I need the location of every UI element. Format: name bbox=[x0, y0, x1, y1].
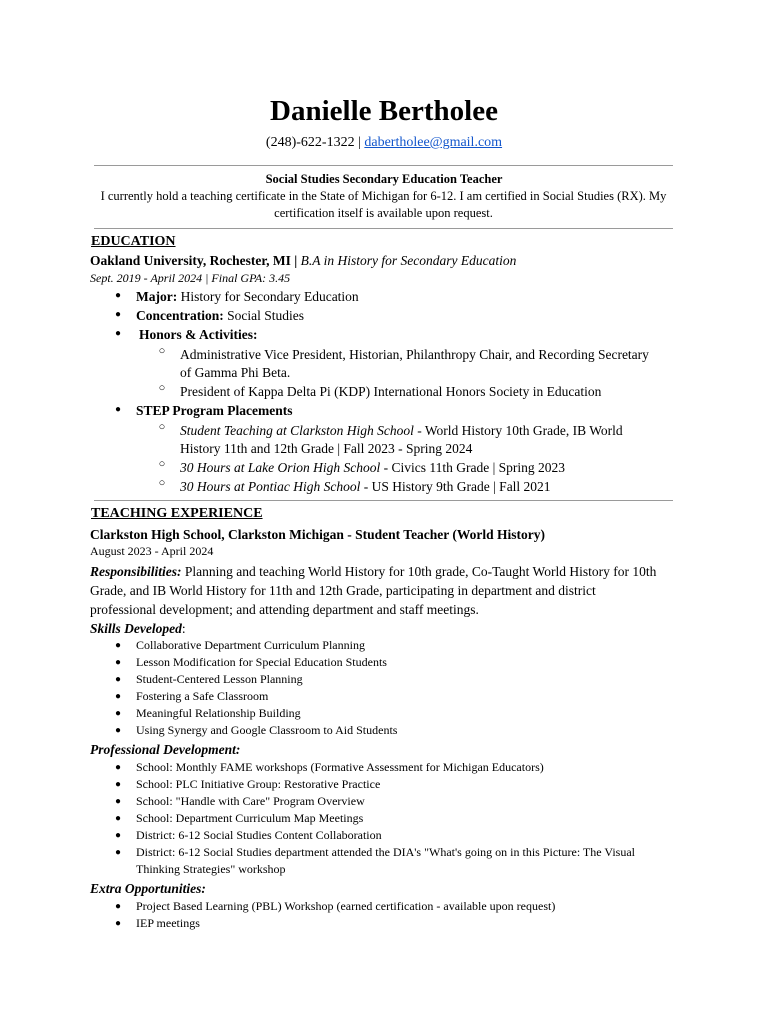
skill-item: Collaborative Department Curriculum Planning bbox=[136, 638, 365, 652]
skill-item: Meaningful Relationship Building bbox=[136, 706, 301, 720]
skill-item: Lesson Modification for Special Education Students bbox=[136, 655, 387, 669]
pd-item: District: 6-12 Social Studies Content Collaboration bbox=[136, 828, 382, 842]
major-item bbox=[136, 287, 359, 306]
bullet-icon: ● bbox=[114, 725, 122, 736]
bullet-icon: ● bbox=[114, 691, 122, 702]
concentration-value: Social Studies bbox=[223, 308, 304, 323]
pd-item: School: Department Curriculum Map Meetings bbox=[136, 811, 364, 825]
step-item bbox=[180, 477, 551, 496]
responsibilities-text: professional development; and attending department and staff meetings. bbox=[90, 602, 479, 617]
honors-item: Administrative Vice President, Historian, Philanthropy Chair, and Recording Secretary bbox=[180, 347, 649, 362]
skill-item: Fostering a Safe Classroom bbox=[136, 689, 269, 703]
education-heading: EDUCATION bbox=[91, 234, 176, 249]
responsibilities-line bbox=[90, 562, 680, 581]
job-title: Clarkston High School, Clarkston Michigan - Student Teacher (World History) bbox=[90, 527, 546, 542]
email-link[interactable]: dabertholee@gmail.com bbox=[364, 135, 503, 150]
concentration-item bbox=[136, 306, 304, 325]
circle-bullet-icon: ○ bbox=[158, 458, 166, 470]
bullet-icon: ● bbox=[114, 290, 122, 301]
phone-number: (248)-622-1322 | bbox=[265, 135, 365, 150]
concentration-label: Concentration: bbox=[136, 308, 224, 323]
extra-item: IEP meetings bbox=[136, 916, 200, 930]
step-place: 30 Hours at Pontiac High School bbox=[180, 479, 361, 494]
bullet-icon: ● bbox=[114, 674, 122, 685]
pd-item: School: Monthly FAME workshops (Formative Assessment for Michigan Educators) bbox=[136, 760, 544, 774]
bullet-icon: ● bbox=[114, 708, 122, 719]
bullet-icon: ● bbox=[114, 813, 122, 824]
step-item-cont: History 11th and 12th Grade | Fall 2023 - Spring 2024 bbox=[180, 441, 473, 456]
skills-heading bbox=[90, 619, 680, 638]
responsibilities-text: Planning and teaching World History for 10th grade, Co-Taught World History for 10th bbox=[181, 564, 657, 579]
pd-item-cont: Thinking Strategies" workshop bbox=[136, 862, 286, 876]
bullet-icon: ● bbox=[114, 918, 122, 929]
objective-title: Social Studies Secondary Education Teacher bbox=[265, 172, 503, 186]
bullet-icon: ● bbox=[114, 640, 122, 651]
bullet-icon: ● bbox=[114, 830, 122, 841]
divider bbox=[94, 228, 673, 229]
pd-item: District: 6-12 Social Studies department attended the DIA's "What's going on in this Picture: The Visual bbox=[136, 845, 635, 859]
responsibilities-text: Grade, and IB World History for 11th and 12th Grade, participating in department and district bbox=[90, 583, 596, 598]
education-dates: Sept. 2019 - April 2024 | Final GPA: 3.45 bbox=[90, 271, 291, 285]
skills-colon: : bbox=[181, 621, 186, 636]
pd-item: School: "Handle with Care" Program Overview bbox=[136, 794, 365, 808]
step-place: 30 Hours at Lake Orion High School bbox=[180, 460, 381, 475]
circle-bullet-icon: ○ bbox=[158, 345, 166, 357]
step-label: STEP Program Placements bbox=[136, 403, 293, 418]
step-detail: - World History 10th Grade, IB World bbox=[413, 423, 623, 438]
divider bbox=[94, 500, 673, 501]
pd-heading: Professional Development: bbox=[90, 742, 241, 757]
degree: B.A in History for Secondary Education bbox=[300, 253, 517, 268]
school-name: Oakland University, Rochester, MI | bbox=[90, 253, 301, 268]
skill-item: Student-Centered Lesson Planning bbox=[136, 672, 303, 686]
honors-item: President of Kappa Delta Pi (KDP) International Honors Society in Education bbox=[180, 384, 602, 399]
circle-bullet-icon: ○ bbox=[158, 421, 166, 433]
skill-item: Using Synergy and Google Classroom to Aid Students bbox=[136, 723, 398, 737]
bullet-icon: ● bbox=[114, 328, 122, 339]
education-school-line bbox=[90, 251, 680, 270]
bullet-icon: ● bbox=[114, 657, 122, 668]
bullet-icon: ● bbox=[114, 796, 122, 807]
honors-label: Honors & Activities: bbox=[139, 327, 258, 342]
step-place: Student Teaching at Clarkston High School bbox=[180, 423, 414, 438]
step-detail: - US History 9th Grade | Fall 2021 bbox=[360, 479, 551, 494]
major-label: Major: bbox=[136, 289, 178, 304]
job-dates: August 2023 - April 2024 bbox=[90, 544, 214, 558]
bullet-icon: ● bbox=[114, 404, 122, 415]
bullet-icon: ● bbox=[114, 762, 122, 773]
bullet-icon: ● bbox=[114, 779, 122, 790]
skills-label: Skills Developed bbox=[90, 621, 182, 636]
circle-bullet-icon: ○ bbox=[158, 477, 166, 489]
step-item bbox=[180, 421, 623, 440]
objective-text: I currently hold a teaching certificate in the State of Michigan for 6-12. I am certified in Social Studies (RX). My certification itself is available upon request. bbox=[100, 189, 667, 220]
candidate-name: Danielle Bertholee bbox=[270, 95, 498, 127]
honors-item-cont: of Gamma Phi Beta. bbox=[180, 365, 291, 380]
step-item bbox=[180, 458, 565, 477]
major-value: History for Secondary Education bbox=[177, 289, 359, 304]
bullet-icon: ● bbox=[114, 847, 122, 858]
divider bbox=[94, 165, 673, 166]
contact-line bbox=[0, 133, 768, 153]
pd-item: School: PLC Initiative Group: Restorative Practice bbox=[136, 777, 381, 791]
step-detail: - Civics 11th Grade | Spring 2023 bbox=[380, 460, 566, 475]
circle-bullet-icon: ○ bbox=[158, 382, 166, 394]
bullet-icon: ● bbox=[114, 309, 122, 320]
bullet-icon: ● bbox=[114, 901, 122, 912]
extra-item: Project Based Learning (PBL) Workshop (earned certification - available upon request) bbox=[136, 899, 556, 913]
extra-heading: Extra Opportunities: bbox=[90, 881, 206, 896]
experience-heading: TEACHING EXPERIENCE bbox=[91, 506, 263, 521]
responsibilities-label: Responsibilities: bbox=[90, 564, 182, 579]
